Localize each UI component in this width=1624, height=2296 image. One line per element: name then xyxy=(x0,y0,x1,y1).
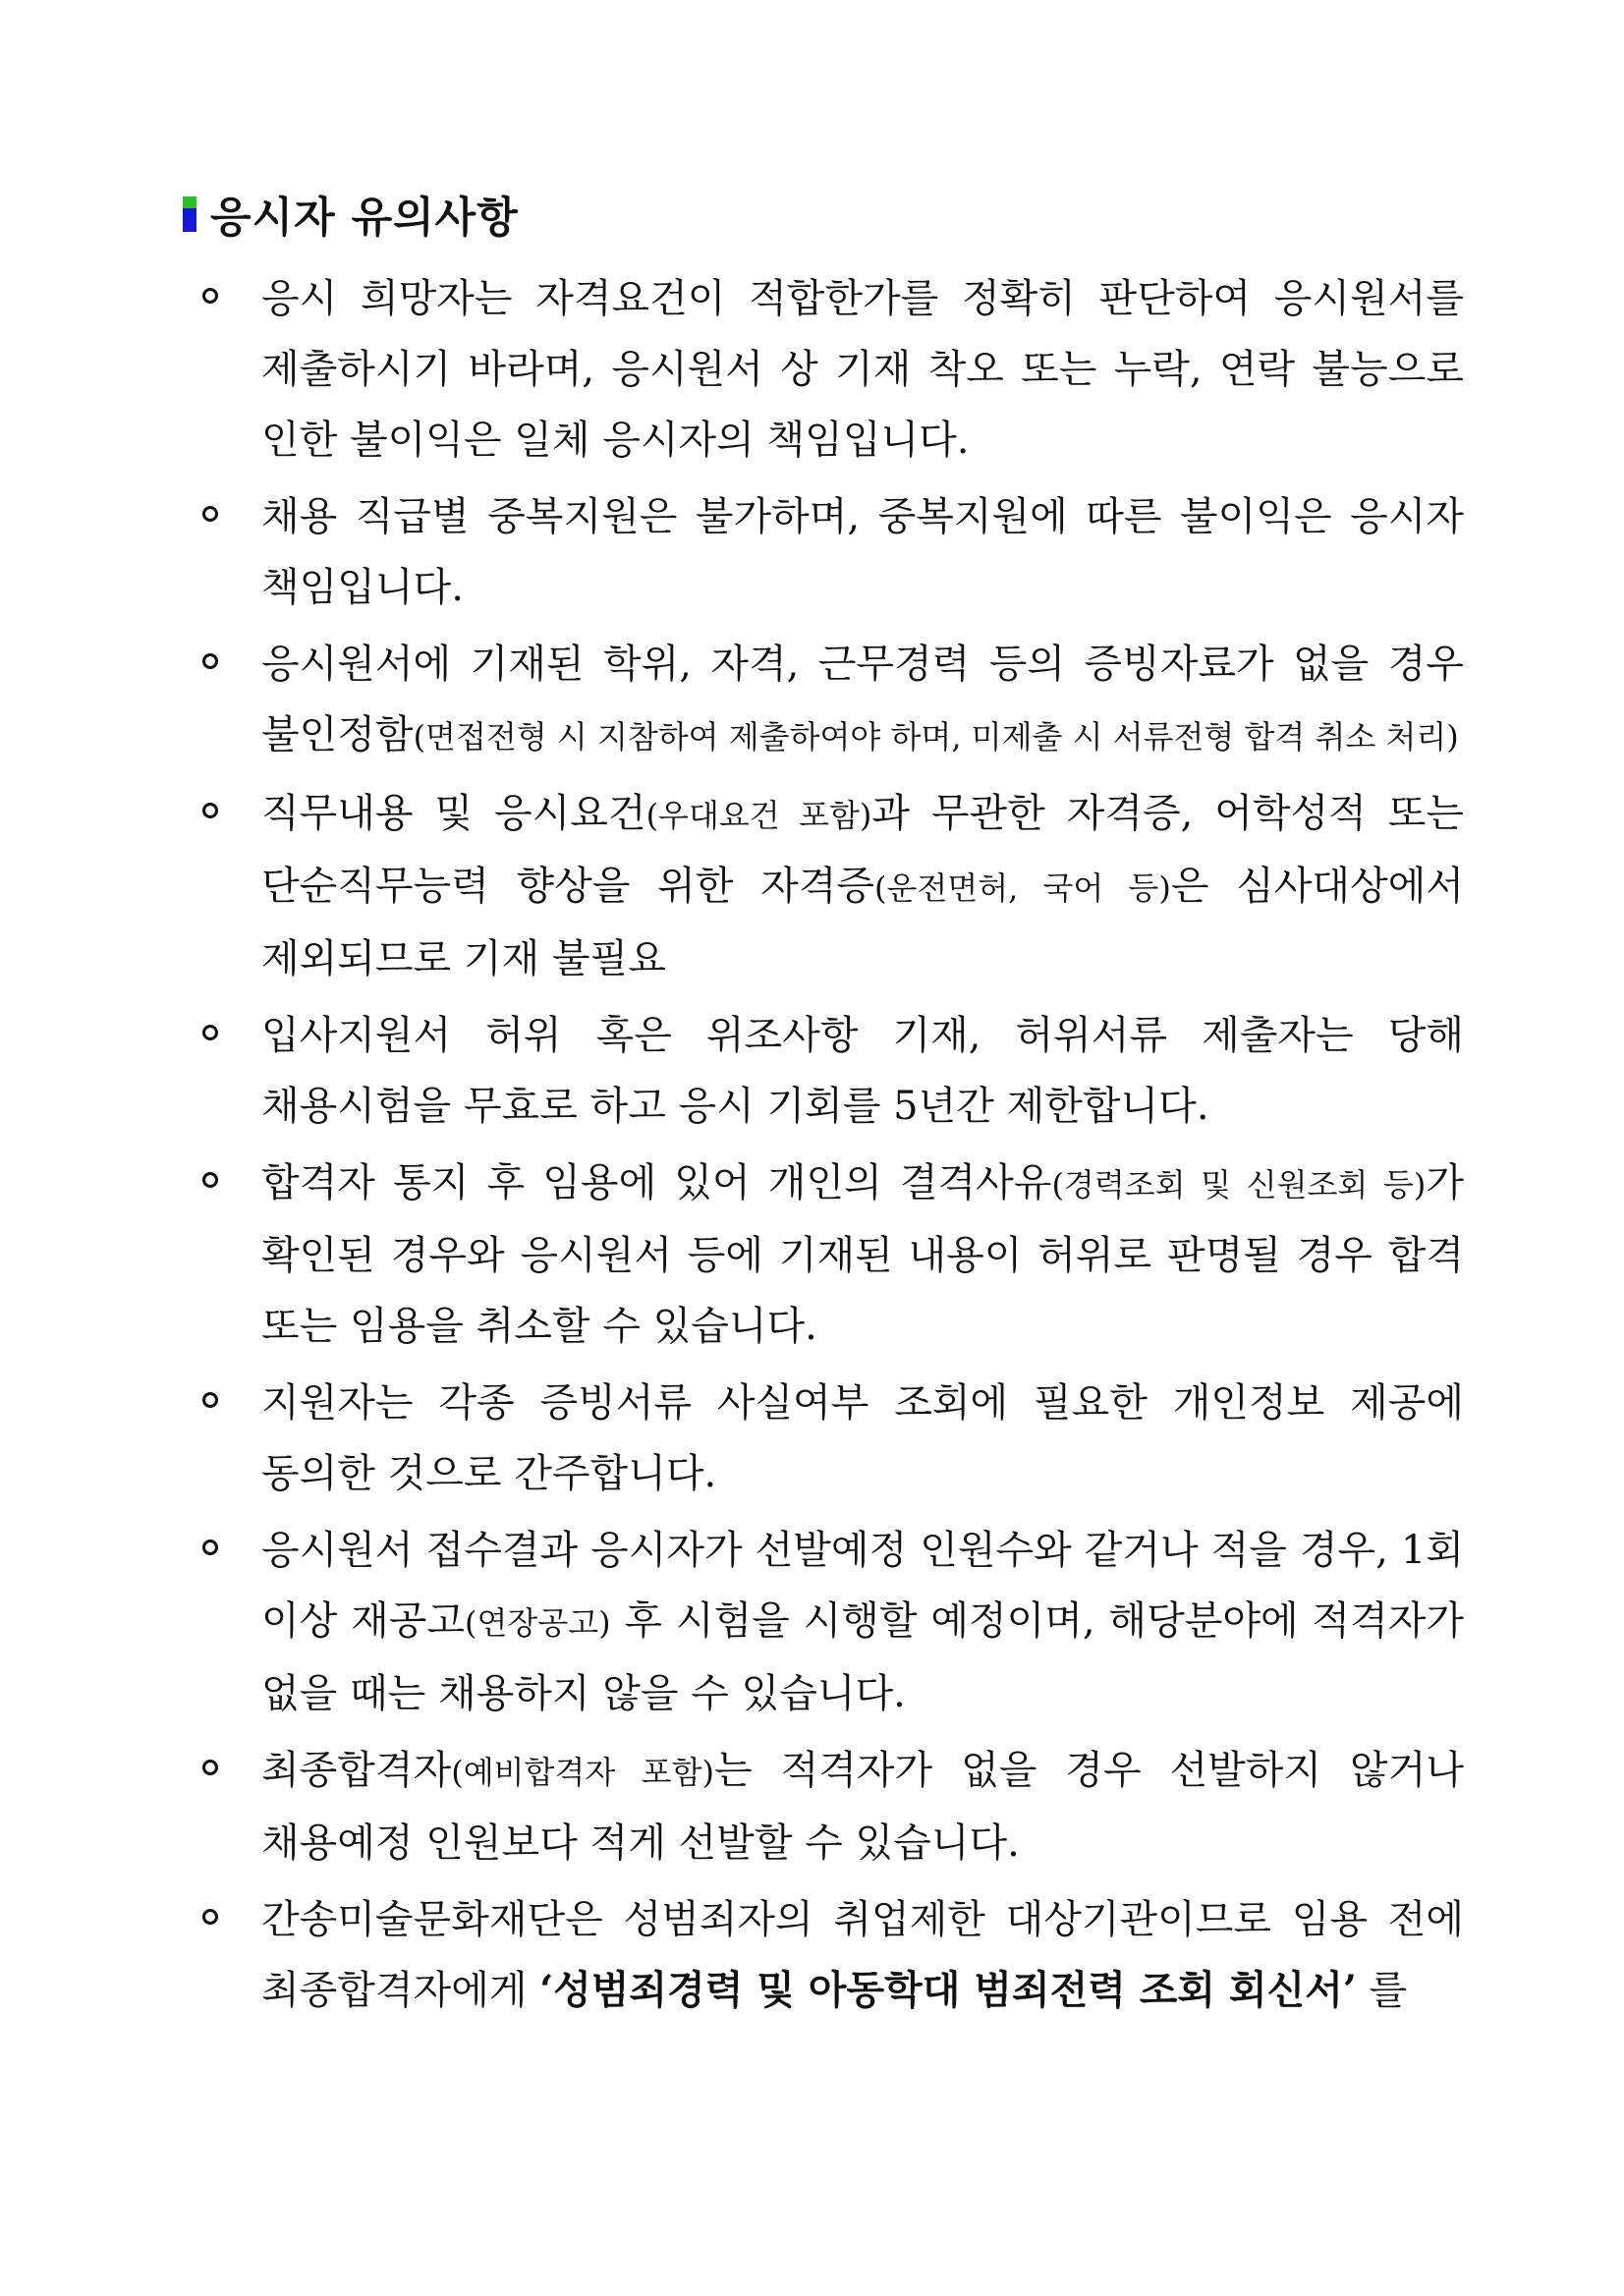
circle-bullet-icon xyxy=(202,803,218,818)
item-note: (우대요건 포함) xyxy=(645,797,872,834)
item-text: 채용 직급별 중복지원은 불가하며, 중복지원에 따른 불이익은 응시자 책임입니다. xyxy=(261,494,1464,610)
circle-bullet-icon xyxy=(202,653,218,669)
notice-list xyxy=(196,263,1464,2032)
list-item xyxy=(196,1515,1464,1729)
item-note: (예비합격자 포함) xyxy=(451,1754,714,1791)
item-note: (연장공고) xyxy=(465,1604,611,1642)
item-text: 가 확인된 경우와 응시원서 등에 기재된 내용이 허위로 판명될 경우 합격 또는 임용을 취소할 수 있습니다. xyxy=(261,1160,1464,1349)
section-title: 응시자 유의사항 xyxy=(210,193,519,243)
item-text: 후 시험을 시행할 예정이며, 해당분야에 적격자가 없을 때는 채용하지 않을 수 있습니다. xyxy=(261,1598,1464,1716)
item-text: 지원자는 각종 증빙서류 사실여부 조회에 필요한 개인정보 제공에 동의한 것으로 간주합니다. xyxy=(261,1380,1464,1496)
list-item xyxy=(196,778,1464,994)
item-text: 는 적격자가 없을 경우 선발하지 않거나 채용예정 인원보다 적게 선발할 수 있습니다. xyxy=(261,1748,1464,1866)
item-text: 를 xyxy=(1356,1968,1408,2013)
list-item xyxy=(196,263,1464,476)
list-item xyxy=(196,1000,1464,1142)
circle-bullet-icon xyxy=(202,1760,218,1775)
item-text: 은 심사대상에서 제외되므로 기재 불필요 xyxy=(261,864,1464,981)
list-item xyxy=(196,1148,1464,1362)
item-text: 간송미술문화재단은 성범죄자의 취업제한 대상기관이므로 임용 전에 최종합격자에게 xyxy=(261,1897,1464,2013)
section-header xyxy=(183,185,519,244)
item-text: 응시 희망자는 자격요건이 적합한가를 정확히 판단하여 응시원서를 제출하시기 바라며, 응시원서 상 기재 착오 또는 누락, 연락 불능으로 인한 불이익은 일체 응시자의 책임입니다. xyxy=(261,276,1464,463)
list-item xyxy=(196,1884,1464,2026)
item-text: 최종합격자 xyxy=(261,1748,452,1793)
item-text: 입사지원서 허위 혹은 위조사항 기재, 허위서류 제출자는 당해 채용시험을 무효로 하고 응시 기회를 5년간 제한합니다. xyxy=(261,1013,1464,1129)
item-note: (운전면허, 국어 등) xyxy=(874,869,1171,907)
item-text: 합격자 통지 후 임용에 있어 개인의 결격사유 xyxy=(261,1160,1052,1205)
circle-bullet-icon xyxy=(202,1909,218,1925)
list-item xyxy=(196,1735,1464,1878)
item-note: (경력조회 및 신원조회 등) xyxy=(1051,1166,1427,1204)
circle-bullet-icon xyxy=(202,1540,218,1555)
item-text: 응시원서 접수결과 응시자가 선발예정 인원수와 같거나 적을 경우, 1회 이상 재공고 xyxy=(261,1528,1464,1644)
section-marker-icon xyxy=(183,196,196,232)
item-note: (면접전형 시 지참하여 제출하여야 하며, 미제출 시 서류전형 합격 취소 처리) xyxy=(413,718,1459,756)
circle-bullet-icon xyxy=(202,1025,218,1040)
list-item xyxy=(196,1368,1464,1509)
item-text: 과 무관한 자격증, 어학성적 또는 단순직무능력 향상을 위한 자격증 xyxy=(261,791,1464,909)
item-text: 응시원서에 기재된 학위, 자격, 근무경력 등의 증빙자료가 없을 경우 불인정함 xyxy=(261,642,1464,757)
item-emphasis: ‘성범죄경력 및 아동학대 범죄전력 조회 회신서’ xyxy=(539,1967,1357,2013)
circle-bullet-icon xyxy=(202,506,218,522)
circle-bullet-icon xyxy=(202,1392,218,1408)
item-text: 직무내용 및 응시요건 xyxy=(261,791,646,836)
circle-bullet-icon xyxy=(202,288,218,304)
list-item xyxy=(196,481,1464,623)
circle-bullet-icon xyxy=(202,1172,218,1188)
list-item xyxy=(196,629,1464,772)
